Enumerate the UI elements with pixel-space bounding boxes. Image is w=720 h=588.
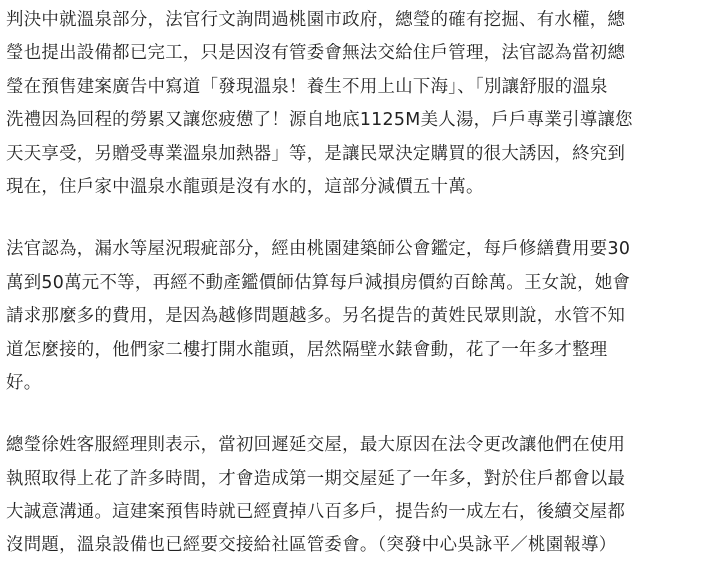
text-line: 天天享受，另贈受專業溫泉加熱器」等，是讓民眾決定購買的很大誘因，終究到 xyxy=(6,143,626,164)
text-line: 法官認為，漏水等屋況瑕疵部分，經由桃園建築師公會鑑定，每戶修繕費用要30 xyxy=(6,239,631,260)
text-line: 沒問題，溫泉設備也已經要交接給社區管委會。（突發中心吳詠平／桃園報導） xyxy=(6,535,617,556)
article-body xyxy=(6,0,706,563)
paragraph-leak-defects xyxy=(6,233,706,400)
text-line: 大誠意溝通。這建案預售時就已經賣掉八百多戶，提告約一成左右，後續交屋都 xyxy=(6,502,626,523)
text-line: 執照取得上花了許多時間，才會造成第一期交屋延了一年多，對於住戶都會以最 xyxy=(6,468,626,489)
text-line: 洗禮因為回程的勞累又讓您疲憊了！源自地底1125M美人湯，戶戶專業引導讓您 xyxy=(6,110,633,131)
text-line: 總瑩徐姓客服經理則表示，當初回遲延交屋，最大原因在法令更改讓他們在使用 xyxy=(6,435,626,456)
text-line: 請求那麼多的費用，是因為越修問題越多。另名提告的黃姓民眾則說，水管不知 xyxy=(6,306,626,327)
paragraph-hot-spring xyxy=(6,0,706,204)
text-line: 判決中就溫泉部分，法官行文詢問過桃園市政府，總瑩的確有挖掘、有水權，總 xyxy=(6,10,626,30)
text-line: 萬到50萬元不等，再經不動產鑑價師估算每戶減損房價約百餘萬。王女說，她會 xyxy=(6,272,631,293)
text-line: 現在，住戶家中溫泉水龍頭是沒有水的，這部分減價五十萬。 xyxy=(6,176,484,197)
text-line: 道怎麼接的，他們家二樓打開水龍頭，居然隔壁水錶會動，花了一年多才整理 xyxy=(6,339,608,360)
paragraph-developer-response xyxy=(6,429,706,563)
text-line: 好。 xyxy=(6,372,42,393)
text-line: 瑩也提出設備都已完工，只是因沒有管委會無法交給住戶管理，法官認為當初總 xyxy=(6,43,626,64)
text-line: 瑩在預售建案廣告中寫道「發現溫泉！養生不用上山下海」、「別讓舒服的溫泉 xyxy=(6,76,608,97)
